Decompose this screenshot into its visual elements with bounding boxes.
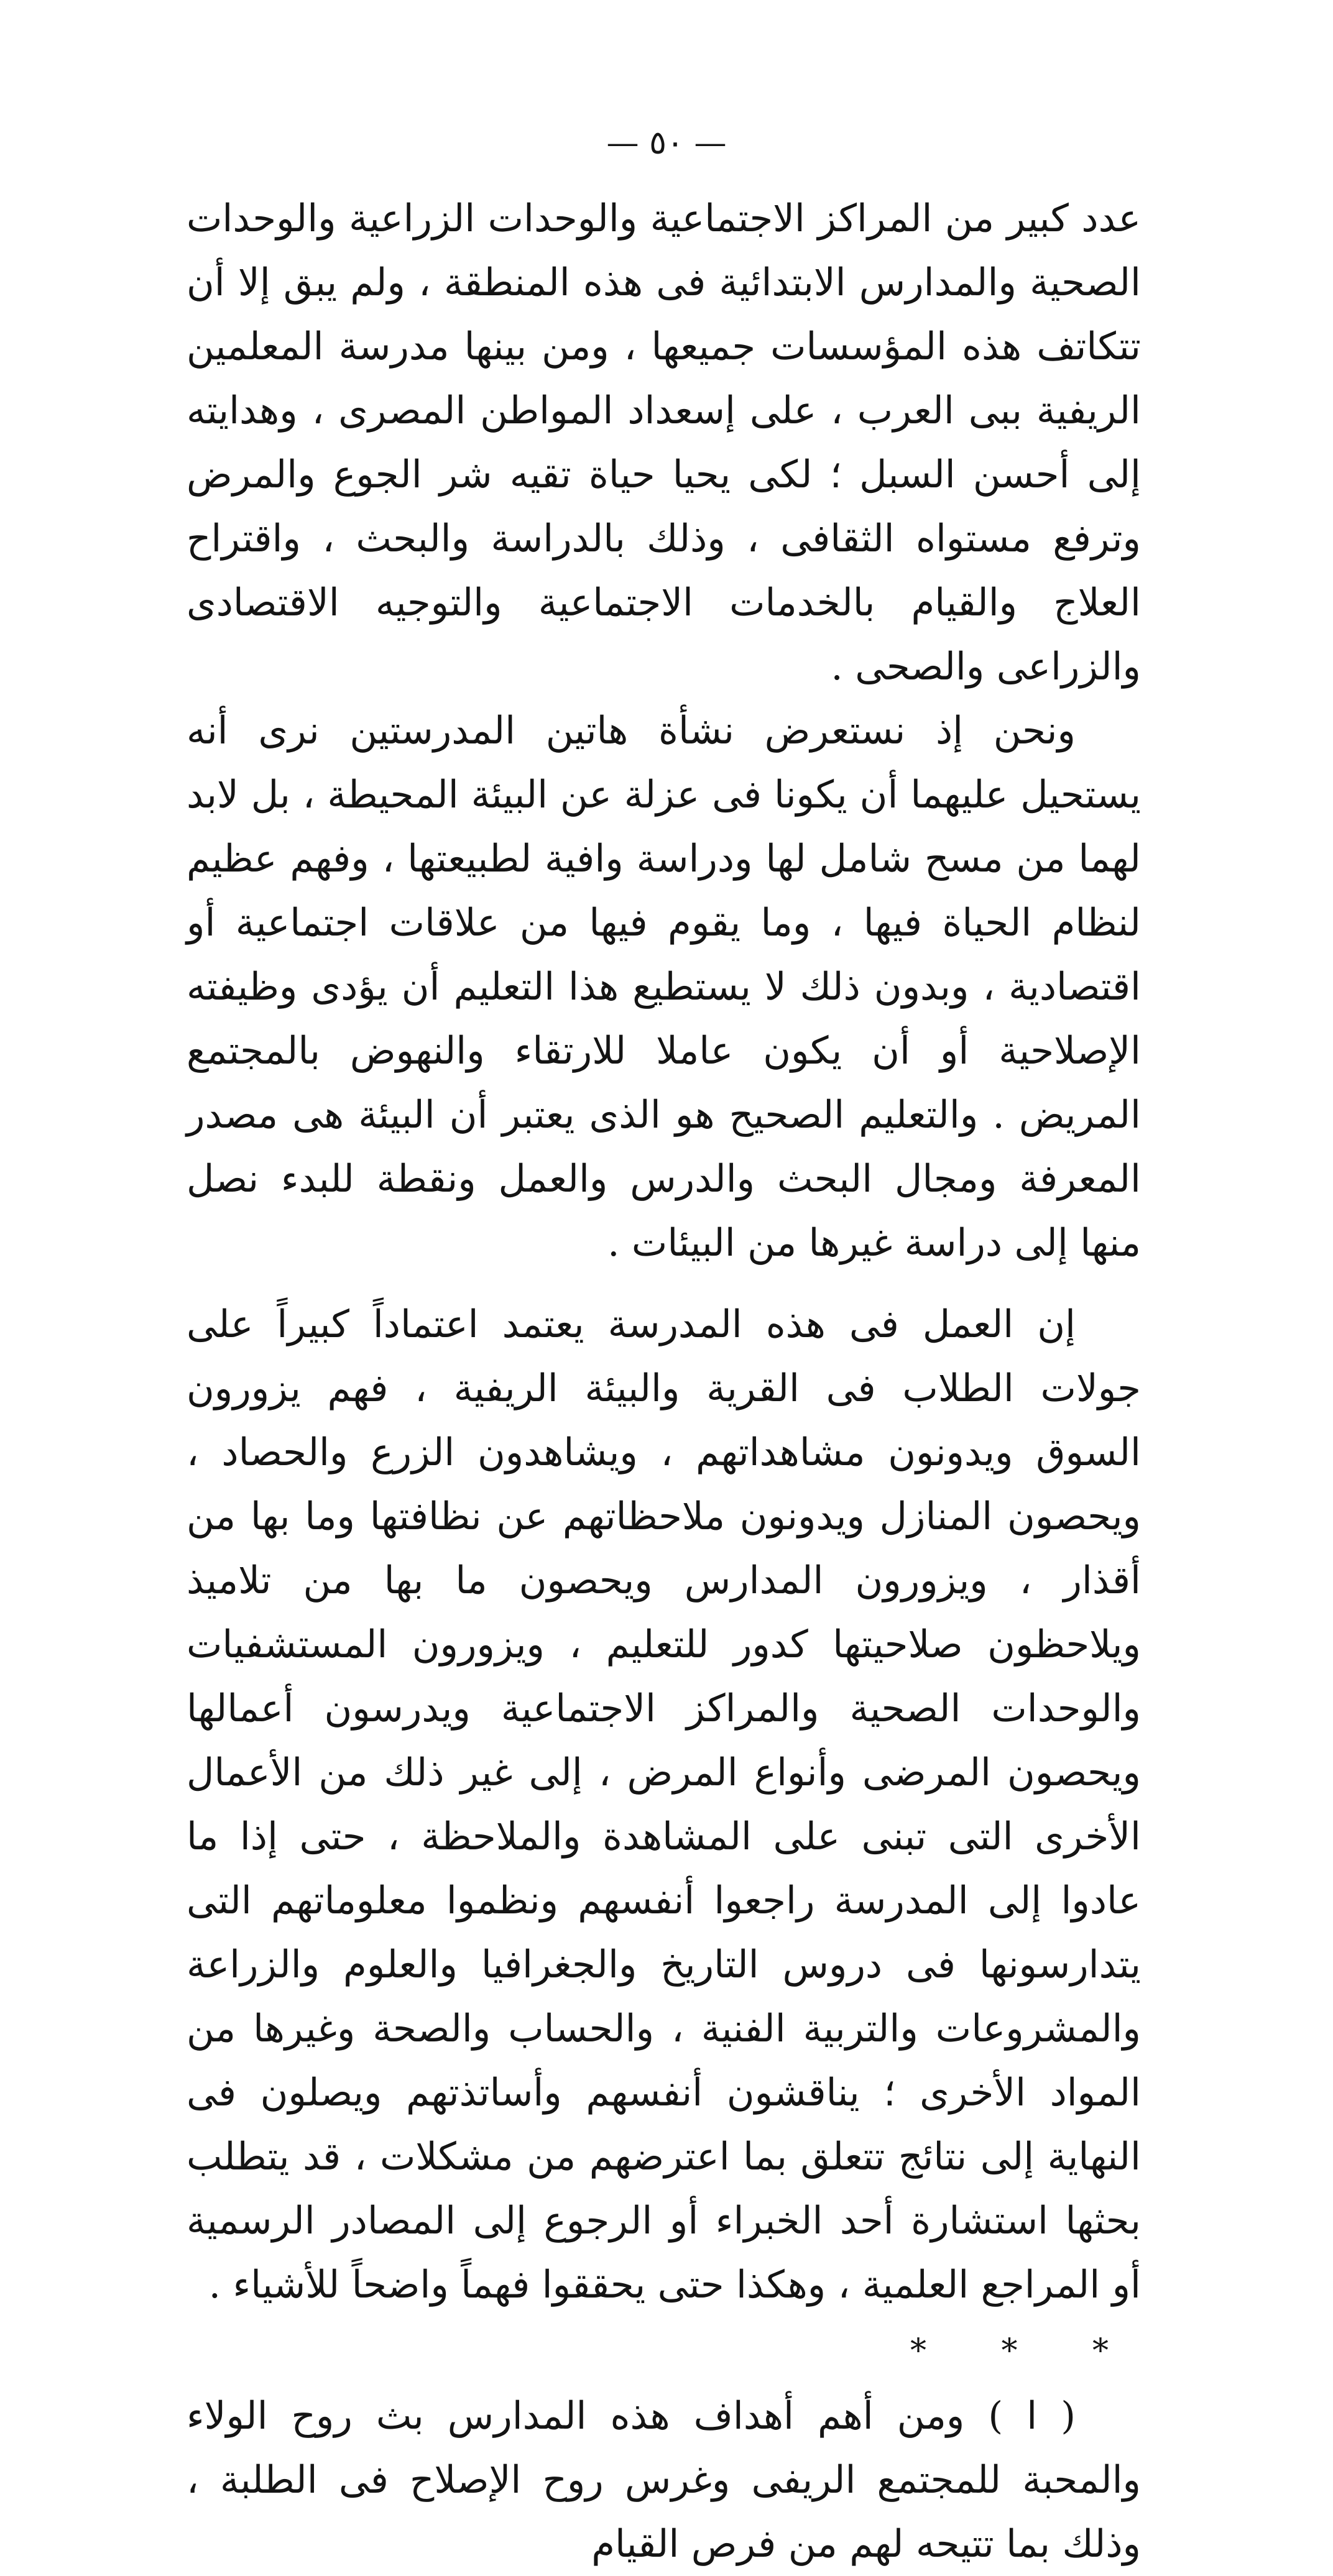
section-separator: * * * — [910, 2332, 1141, 2370]
paragraph-4: ( ا ) ومن أهم أهداف هذه المدارس بث روح الولاء والمحبة للمجتمع الريفى وغرس روح الإصلاح فى الطلبة ، وذلك بما تتيحه لهم من فرص القيام — [187, 2394, 1141, 2566]
paragraph-1: عدد كبير من المراكز الاجتماعية والوحدات الزراعية والوحدات الصحية والمدارس الابتدائية فى هذه المنطقة ، ولم يبق إلا أن تتكاتف هذه المؤسسات جميعها ، ومن بينها مدرسة المعلمين الريفية ببى العرب ، على إسعداد المواطن المصرى ، وهدايته إلى أحسن السبل ؛ لكى يحيا حياة تقيه شر الجوع والمرض وترفع مستواه الثقافى ، وذلك بالدراسة والبحث ، واقتراح العلاج والقيام بالخدمات الاجتماعية والتوجيه الاقتصادى والزراعى والصحى . — [187, 196, 1141, 689]
page-number: — ٥٠ — — [606, 124, 727, 162]
paragraph-2: ونحن إذ نستعرض نشأة هاتين المدرستين نرى أنه يستحيل عليهما أن يكونا فى عزلة عن البيئة المحيطة ، بل لابد لهما من مسح شامل لها ودراسة وافية لطبيعتها ، وفهم عظيم لنظام الحياة فيها ، وما يقوم فيها من علاقات اجتماعية أو اقتصادية ، وبدون ذلك لا يستطيع هذا التعليم أن يؤدى وظيفته الإصلاحية أو أن يكون عاملا للارتقاء والنهوض بالمجتمع المريض . والتعليم الصحيح هو الذى يعتبر أن البيئة هى مصدر المعرفة ومجال البحث والدرس والعمل ونقطة للبدء نصل منها إلى دراسة غيرها من البيئات . — [187, 709, 1141, 1265]
paragraph-3: إن العمل فى هذه المدرسة يعتمد اعتماداً كبيراً على جولات الطلاب فى القرية والبيئة الريفية ، فهم يزورون السوق ويدونون مشاهداتهم ، ويشاهدون الزرع والحصاد ، ويحصون المنازل ويدونون ملاحظاتهم عن نظافتها وما بها من أقذار ، ويزورون المدارس ويحصون ما بها من تلاميذ ويلاحظون صلاحيتها كدور للتعليم ، ويزورون المستشفيات والوحدات الصحية والمراكز الاجتماعية ويدرسون أعمالها ويحصون المرضى وأنواع المرض ، إلى غير ذلك من الأعمال الأخرى التى تبنى على المشاهدة والملاحظة ، حتى إذا ما عادوا إلى المدرسة راجعوا أنفسهم ونظموا معلوماتهم التى يتدارسونها فى دروس التاريخ والجغرافيا والعلوم والزراعة والمشروعات والتربية الفنية ، والحساب والصحة وغيرها من المواد الأخرى ؛ يناقشون أنفسهم وأساتذتهم ويصلون فى النهاية إلى نتائج تتعلق بما اعترضهم من مشكلات ، قد يتطلب بحثها استشارة أحد الخبراء أو الرجوع إلى المصادر الرسمية أو المراجع العلمية ، وهكذا حتى يحققوا فهماً واضحاً للأشياء . — [187, 1302, 1141, 2307]
body-text — [187, 186, 1141, 2576]
